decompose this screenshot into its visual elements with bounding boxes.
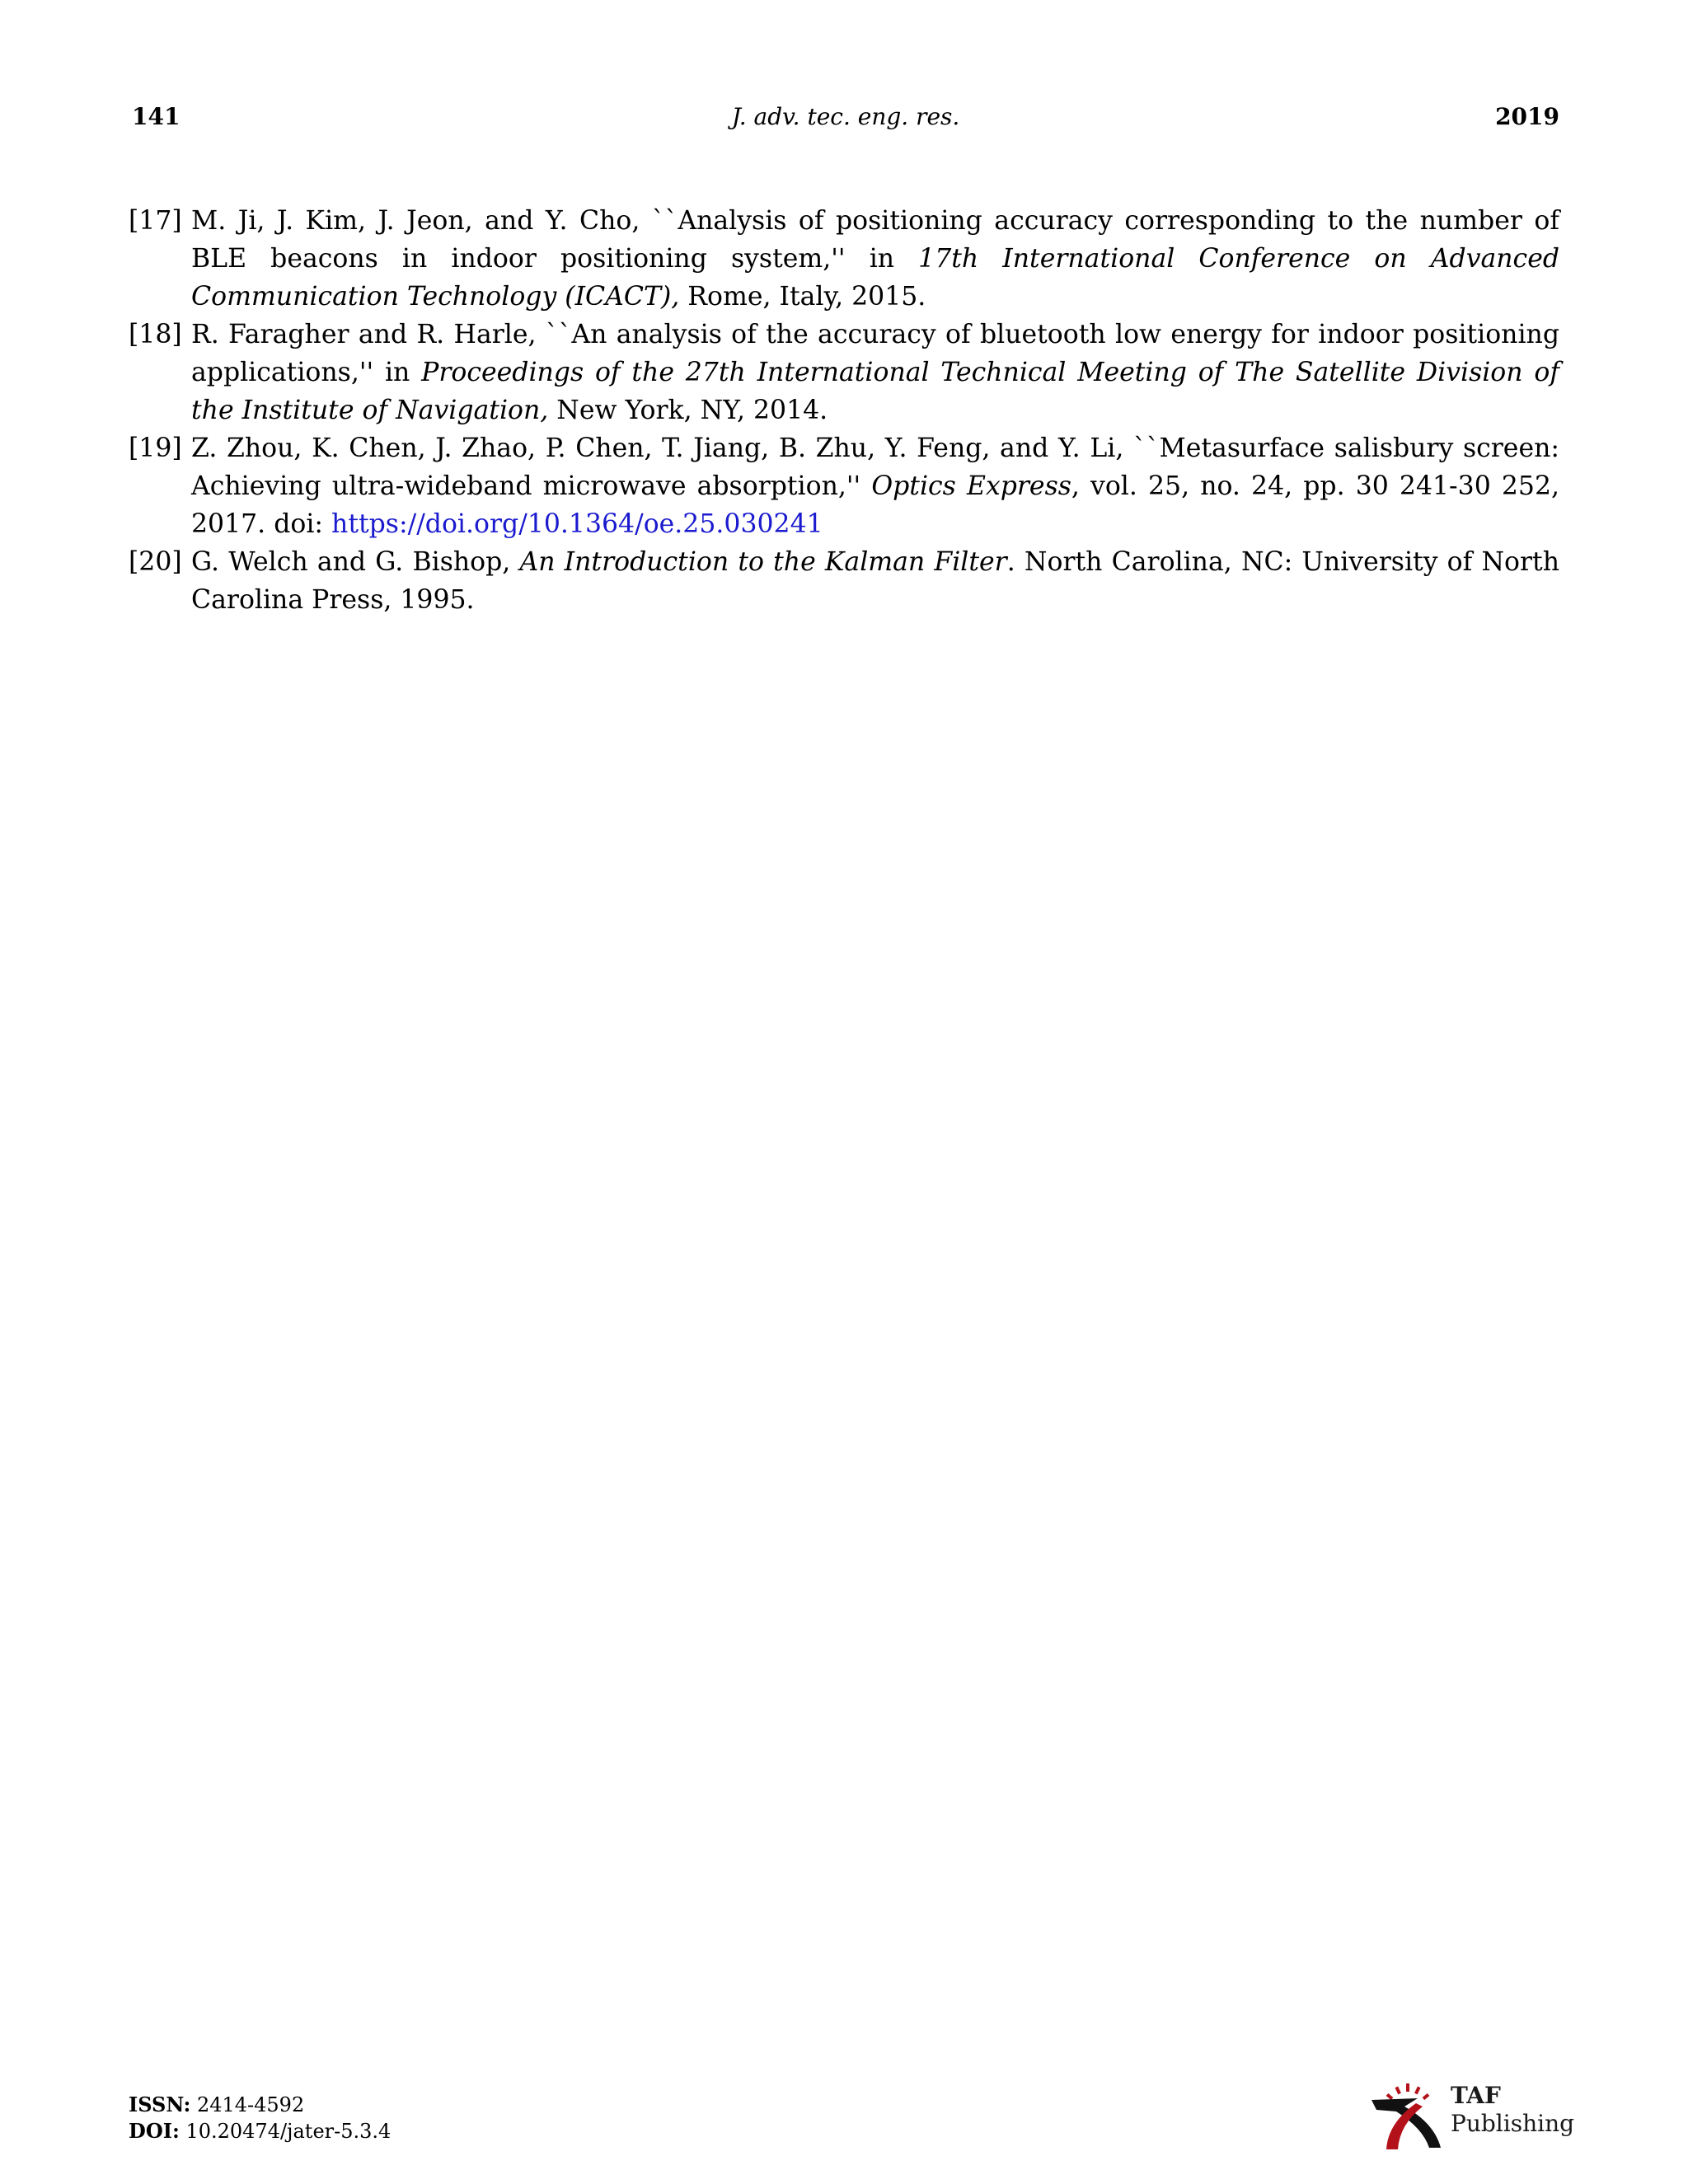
reference-number: [17] xyxy=(129,206,182,236)
reference-details: , vol. 25, no. 24, pp. 30 241-30 252, 2017. doi: xyxy=(191,471,1559,539)
reference-authors-title: R. Faragher and R. Harle, ``An analysis of the accuracy of bluetooth low energy for indoor positioning applications,'' in xyxy=(191,320,1559,387)
doi-link[interactable]: https://doi.org/10.1364/oe.25.030241 xyxy=(331,509,823,539)
reference-authors: G. Welch and G. Bishop, xyxy=(191,547,520,577)
reference-authors-title: Z. Zhou, K. Chen, J. Zhao, P. Chen, T. Jiang, B. Zhu, Y. Feng, and Y. Li, ``Metasurface salisbury screen: Achieving ultra-wideband microwave absorption,'' xyxy=(191,434,1559,501)
taf-emblem-icon xyxy=(1368,2082,1451,2151)
logo-publishing: Publishing xyxy=(1451,2110,1575,2137)
reference-venue: Optics Express xyxy=(871,471,1071,501)
page-number: 141 xyxy=(132,103,181,130)
reference-list xyxy=(129,202,1559,619)
reference-venue: Proceedings of the 27th International Technical Meeting of The Satellite Division of the Institute of Navigation, xyxy=(191,358,1559,425)
taf-publishing-logo xyxy=(1368,2082,1575,2151)
page-header xyxy=(132,101,1559,134)
header-year: 2019 xyxy=(1495,103,1559,130)
reference-number: [18] xyxy=(129,320,182,349)
issn-line xyxy=(129,2092,391,2118)
reference-details: . North Carolina, NC: University of North Carolina Press, 1995. xyxy=(191,547,1559,615)
reference-18 xyxy=(129,316,1559,429)
logo-brand: TAF xyxy=(1451,2082,1501,2109)
reference-number: [19] xyxy=(129,434,182,463)
doi-value: 10.20474/jater-5.3.4 xyxy=(185,2120,392,2143)
journal-title: J. adv. tec. eng. res. xyxy=(731,103,960,130)
reference-20 xyxy=(129,543,1559,619)
reference-17 xyxy=(129,202,1559,316)
reference-details: Rome, Italy, 2015. xyxy=(679,282,926,312)
doi-line xyxy=(129,2118,391,2144)
reference-venue: 17th International Conference on Advanced Communication Technology (ICACT), xyxy=(191,244,1559,312)
reference-19 xyxy=(129,429,1559,543)
reference-details: New York, NY, 2014. xyxy=(548,396,828,425)
issn-value: 2414-4592 xyxy=(196,2093,305,2116)
doi-label: DOI: xyxy=(129,2119,180,2143)
reference-authors-title: M. Ji, J. Kim, J. Jeon, and Y. Cho, ``Analysis of positioning accuracy corresponding to the number of BLE beacons in indoor positioning system,'' in xyxy=(191,206,1559,274)
reference-number: [20] xyxy=(129,547,182,577)
reference-book-title: An Introduction to the Kalman Filter xyxy=(519,547,1007,577)
issn-label: ISSN: xyxy=(129,2093,191,2116)
logo-wordmark xyxy=(1451,2082,1574,2138)
footer-identifiers xyxy=(129,2092,391,2144)
